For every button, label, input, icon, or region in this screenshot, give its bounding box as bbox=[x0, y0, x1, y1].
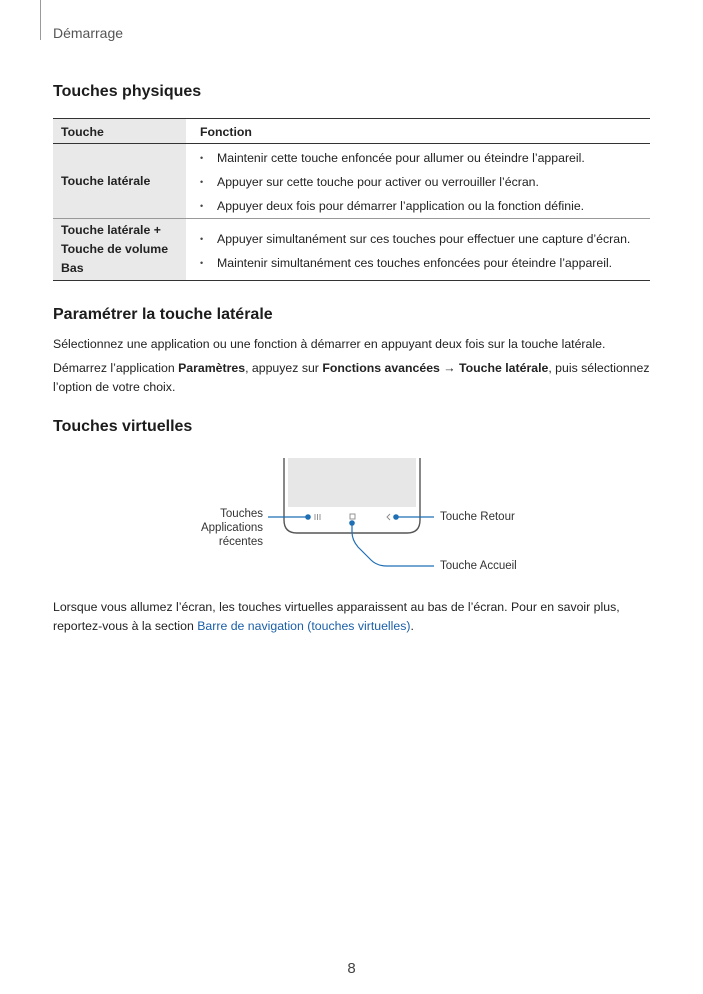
page-number: 8 bbox=[347, 960, 356, 977]
back-icon bbox=[387, 514, 390, 520]
header-rule bbox=[40, 0, 41, 40]
table-key-cell: Touche latérale + Touche de volume Bas bbox=[53, 219, 186, 281]
table-header-key: Touche bbox=[53, 119, 186, 144]
table-header-function: Fonction bbox=[186, 119, 650, 144]
side-key-setup-paragraph: Sélectionnez une application ou une fonction à démarrer en appuyant deux fois sur la touche latérale. bbox=[53, 337, 606, 351]
list-item: • Appuyer sur cette touche pour activer ou verrouiller l’écran. bbox=[200, 174, 642, 190]
phone-outline bbox=[284, 458, 420, 533]
physical-keys-heading: Touches physiques bbox=[53, 83, 202, 100]
recent-apps-label: Touches Applications récentes bbox=[200, 508, 263, 548]
table-key-cell: Touche latérale bbox=[53, 144, 186, 219]
instruction-text: , puis sélectionnez l’option de votre choix. bbox=[53, 361, 650, 394]
callout-dots bbox=[305, 514, 399, 526]
instruction-text: , appuyez sur bbox=[245, 361, 323, 375]
callout-lines bbox=[268, 517, 434, 566]
instruction-text: Démarrez l’application bbox=[53, 361, 179, 375]
settings-app-name: Paramètres bbox=[178, 361, 246, 375]
virtual-keys-heading: Touches virtuelles bbox=[53, 418, 193, 435]
arrow-icon: → bbox=[439, 361, 460, 375]
physical-keys-table bbox=[53, 118, 650, 281]
back-key-label: Touche Retour bbox=[440, 511, 515, 523]
table-function-cell bbox=[186, 144, 650, 219]
advanced-features-menu: Fonctions avancées bbox=[322, 361, 440, 375]
virtual-keys-paragraph bbox=[53, 598, 653, 636]
table-row bbox=[53, 219, 650, 281]
side-key-menu: Touche latérale bbox=[459, 361, 549, 375]
list-item: • Maintenir simultanément ces touches enfoncées pour éteindre l’appareil. bbox=[200, 255, 642, 271]
side-key-instructions bbox=[53, 359, 653, 397]
table-header-row bbox=[53, 119, 650, 144]
table-row bbox=[53, 144, 650, 219]
navigation-bar-link[interactable]: Barre de navigation (touches virtuelles) bbox=[197, 619, 411, 633]
list-item: • Appuyer deux fois pour démarrer l’application ou la fonction définie. bbox=[200, 198, 642, 214]
phone-screen bbox=[288, 458, 416, 507]
section-header: Démarrage bbox=[53, 25, 124, 41]
home-key-label: Touche Accueil bbox=[440, 560, 517, 572]
list-item: • Appuyer simultanément sur ces touches pour effectuer une capture d’écran. bbox=[200, 231, 642, 247]
side-key-setup-heading: Paramétrer la touche latérale bbox=[53, 306, 273, 323]
recent-apps-icon bbox=[315, 514, 320, 520]
paragraph-text: Lorsque vous allumez l’écran, les touches virtuelles apparaissent au bas de l’écran. Pour en savoir plus, reportez-vous à la section bbox=[53, 600, 620, 633]
home-icon bbox=[350, 514, 355, 519]
table-function-cell bbox=[186, 219, 650, 281]
paragraph-text: . bbox=[410, 619, 414, 633]
list-item: • Maintenir cette touche enfoncée pour allumer ou éteindre l’appareil. bbox=[200, 150, 642, 166]
